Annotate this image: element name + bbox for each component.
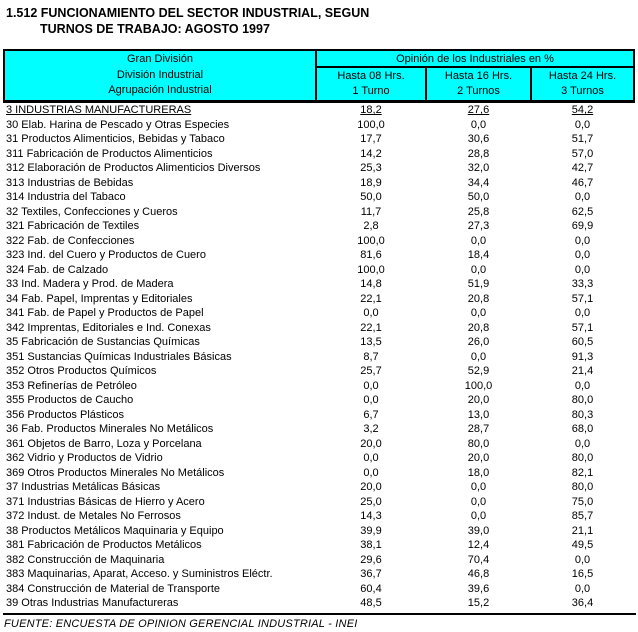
row-value-3-turnos: 54,2 bbox=[571, 104, 594, 116]
row-value-3-turnos: 0,0 bbox=[574, 307, 591, 319]
row-label-cell: 382 Construcción de Maquinaria bbox=[6, 553, 165, 566]
row-label-cell: 3 INDUSTRIAS MANUFACTURERAS bbox=[6, 104, 192, 116]
row-value-2-turnos: 46,8 bbox=[467, 568, 490, 580]
row-value-1-turno: 0,0 bbox=[363, 379, 379, 392]
row-value-1-turno: 20,0 bbox=[360, 481, 382, 493]
row-value-1-turno: 14,2 bbox=[360, 147, 382, 160]
row-value-1-turno: 17,7 bbox=[360, 133, 382, 145]
row-value-1-turno: 38,1 bbox=[360, 539, 382, 551]
row-label-cell: 314 Industria del Tabaco bbox=[6, 191, 126, 203]
table-row bbox=[4, 292, 634, 307]
report-title-line1: 1.512 FUNCIONAMIENTO DEL SECTOR INDUSTRIAL, SEGUN bbox=[6, 6, 370, 20]
row-value-2-turnos: 32,0 bbox=[467, 162, 490, 174]
table-row bbox=[4, 132, 634, 147]
table-row bbox=[4, 582, 634, 597]
row-label-cell: 30 Elab. Harina de Pescado y Otras Especies bbox=[6, 118, 230, 131]
report-title bbox=[0, 0, 638, 37]
row-label-cell: 371 Industrias Básicas de Hierro y Acero bbox=[6, 495, 205, 508]
row-value-3-turnos: 49,5 bbox=[571, 539, 594, 551]
table-row bbox=[4, 509, 634, 524]
row-value-3-turnos: 80,0 bbox=[571, 481, 594, 493]
row-value-3-turnos: 51,7 bbox=[571, 133, 594, 145]
header-division-cell bbox=[4, 50, 316, 102]
row-value-1-turno: 6,7 bbox=[363, 408, 379, 421]
table-row bbox=[4, 321, 634, 336]
row-value-3-turnos: 0,0 bbox=[574, 118, 591, 131]
row-value-1-turno: 22,1 bbox=[360, 321, 382, 334]
row-value-3-turnos: 21,1 bbox=[571, 524, 594, 537]
row-value-2-turnos: 18,0 bbox=[467, 466, 490, 479]
table-row bbox=[4, 393, 634, 408]
row-value-2-turnos: 70,4 bbox=[467, 553, 490, 566]
table-row bbox=[4, 205, 634, 220]
table-row bbox=[4, 248, 634, 263]
table-row bbox=[4, 277, 634, 292]
table-row bbox=[4, 176, 634, 191]
row-label-cell: 37 Industrias Metálicas Básicas bbox=[6, 481, 161, 493]
row-value-1-turno: 14,3 bbox=[360, 510, 382, 522]
table-row bbox=[4, 102, 634, 118]
row-value-1-turno: 20,0 bbox=[360, 437, 382, 450]
row-value-3-turnos: 0,0 bbox=[574, 379, 591, 392]
row-value-2-turnos: 0,0 bbox=[470, 307, 487, 319]
row-value-1-turno: 60,4 bbox=[360, 582, 382, 595]
table-row bbox=[4, 567, 634, 582]
row-label-cell: 35 Fabricación de Sustancias Químicas bbox=[6, 336, 200, 348]
row-value-2-turnos: 13,0 bbox=[467, 408, 490, 421]
table-row bbox=[4, 553, 634, 568]
row-value-2-turnos: 20,0 bbox=[467, 394, 490, 406]
table-row bbox=[4, 437, 634, 452]
table-row bbox=[4, 219, 634, 234]
row-value-1-turno: 0,0 bbox=[363, 466, 379, 479]
row-value-1-turno: 36,7 bbox=[360, 568, 382, 580]
table-row bbox=[4, 364, 634, 379]
row-label-cell: 351 Sustancias Químicas Industriales Básicas bbox=[6, 350, 232, 363]
row-value-2-turnos: 0,0 bbox=[470, 495, 487, 508]
table-row bbox=[4, 147, 634, 162]
row-value-1-turno: 22,1 bbox=[360, 292, 382, 305]
row-value-3-turnos: 0,0 bbox=[574, 234, 591, 247]
row-value-2-turnos: 15,2 bbox=[467, 597, 490, 609]
row-value-2-turnos: 80,0 bbox=[467, 437, 490, 450]
row-value-3-turnos: 16,5 bbox=[571, 568, 594, 580]
row-value-2-turnos: 100,0 bbox=[464, 379, 493, 392]
row-value-3-turnos: 80,0 bbox=[571, 452, 594, 464]
table-row bbox=[4, 306, 634, 321]
row-label-cell: 322 Fab. de Confecciones bbox=[6, 234, 135, 247]
table-row bbox=[4, 335, 634, 350]
row-value-1-turno: 39,9 bbox=[360, 524, 382, 537]
row-value-1-turno: 100,0 bbox=[357, 118, 385, 131]
row-label-cell: 31 Productos Alimenticios, Bebidas y Tabaco bbox=[6, 133, 225, 145]
row-value-2-turnos: 0,0 bbox=[470, 481, 487, 493]
table-header bbox=[4, 50, 634, 102]
row-value-2-turnos: 0,0 bbox=[470, 350, 487, 363]
row-value-3-turnos: 57,0 bbox=[571, 147, 594, 160]
row-label-cell: 355 Productos de Caucho bbox=[6, 394, 134, 406]
row-value-1-turno: 100,0 bbox=[357, 234, 385, 247]
industrial-shifts-table bbox=[3, 49, 635, 611]
row-value-3-turnos: 42,7 bbox=[571, 162, 594, 174]
row-label-cell: 323 Ind. del Cuero y Productos de Cuero bbox=[6, 249, 206, 261]
row-label-cell: 372 Indust. de Metales No Ferrosos bbox=[6, 510, 181, 522]
row-label-cell: 39 Otras Industrias Manufactureras bbox=[6, 597, 179, 609]
header-opinion-title: Opinión de los Industriales en % bbox=[316, 50, 634, 67]
row-value-1-turno: 0,0 bbox=[363, 307, 379, 319]
header-col-2-shift: 2 Turnos bbox=[457, 85, 500, 97]
row-value-2-turnos: 20,8 bbox=[467, 292, 490, 305]
table-row bbox=[4, 422, 634, 437]
row-value-1-turno: 8,7 bbox=[363, 350, 379, 363]
row-value-3-turnos: 0,0 bbox=[574, 437, 591, 450]
row-label-cell: 33 Ind. Madera y Prod. de Madera bbox=[6, 278, 174, 290]
report-title-line2: TURNOS DE TRABAJO: AGOSTO 1997 bbox=[40, 21, 270, 36]
table-row bbox=[4, 263, 634, 278]
table-row bbox=[4, 596, 634, 611]
row-value-3-turnos: 62,5 bbox=[571, 205, 594, 218]
header-col-1-shift: 1 Turno bbox=[352, 85, 390, 97]
header-col-1-hours: Hasta 08 Hrs. bbox=[337, 70, 405, 82]
row-value-3-turnos: 57,1 bbox=[571, 321, 594, 334]
row-value-2-turnos: 28,7 bbox=[467, 423, 490, 435]
table-row bbox=[4, 408, 634, 423]
row-label-cell: 311 Fabricación de Productos Alimenticios bbox=[6, 147, 213, 160]
header-col-2-turnos bbox=[426, 67, 531, 102]
row-value-3-turnos: 33,3 bbox=[571, 278, 594, 290]
header-col-3-shift: 3 Turnos bbox=[561, 85, 604, 97]
row-value-1-turno: 3,2 bbox=[363, 423, 379, 435]
row-value-2-turnos: 0,0 bbox=[470, 510, 487, 522]
row-value-3-turnos: 0,0 bbox=[574, 249, 591, 261]
row-value-3-turnos: 0,0 bbox=[574, 582, 591, 595]
row-value-2-turnos: 39,6 bbox=[467, 582, 490, 595]
row-value-1-turno: 25,0 bbox=[360, 495, 382, 508]
row-value-3-turnos: 36,4 bbox=[571, 597, 594, 609]
row-label-cell: 353 Refinerías de Petróleo bbox=[6, 379, 137, 392]
row-value-3-turnos: 46,7 bbox=[571, 176, 594, 189]
row-value-3-turnos: 80,3 bbox=[571, 408, 594, 421]
row-label-cell: 38 Productos Metálicos Maquinaria y Equipo bbox=[6, 524, 224, 537]
row-value-2-turnos: 0,0 bbox=[470, 234, 487, 247]
row-label-cell: 362 Vidrio y Productos de Vidrio bbox=[6, 452, 163, 464]
row-value-2-turnos: 51,9 bbox=[467, 278, 490, 290]
table-row bbox=[4, 451, 634, 466]
row-value-3-turnos: 0,0 bbox=[574, 191, 591, 203]
table-row bbox=[4, 234, 634, 249]
table-row bbox=[4, 379, 634, 394]
row-label-cell: 313 Industrias de Bebidas bbox=[6, 176, 134, 189]
table-row bbox=[4, 466, 634, 481]
row-value-2-turnos: 27,3 bbox=[467, 220, 490, 232]
table-row bbox=[4, 524, 634, 539]
row-value-1-turno: 25,3 bbox=[360, 162, 382, 174]
row-value-2-turnos: 20,8 bbox=[467, 321, 490, 334]
row-label-cell: 342 Imprentas, Editoriales e Ind. Conexas bbox=[6, 321, 211, 334]
row-label-cell: 324 Fab. de Calzado bbox=[6, 263, 109, 276]
row-value-1-turno: 14,8 bbox=[360, 278, 382, 290]
header-agrupacion-industrial: Agrupación Industrial bbox=[108, 84, 212, 97]
row-value-2-turnos: 50,0 bbox=[467, 191, 490, 203]
table-row bbox=[4, 118, 634, 133]
row-label-cell: 341 Fab. de Papel y Productos de Papel bbox=[6, 307, 204, 319]
row-value-2-turnos: 25,8 bbox=[467, 205, 490, 218]
table-row bbox=[4, 495, 634, 510]
row-label-cell: 321 Fabricación de Textiles bbox=[6, 220, 140, 232]
header-col-1-turno bbox=[316, 67, 426, 102]
row-value-2-turnos: 20,0 bbox=[467, 452, 490, 464]
row-value-3-turnos: 57,1 bbox=[571, 292, 594, 305]
row-value-2-turnos: 26,0 bbox=[467, 336, 490, 348]
row-label-cell: 34 Fab. Papel, Imprentas y Editoriales bbox=[6, 292, 193, 305]
row-value-1-turno: 48,5 bbox=[360, 597, 382, 609]
row-value-3-turnos: 75,0 bbox=[571, 495, 594, 508]
row-value-2-turnos: 30,6 bbox=[467, 133, 490, 145]
table-row bbox=[4, 350, 634, 365]
table-row bbox=[4, 161, 634, 176]
header-col-2-hours: Hasta 16 Hrs. bbox=[444, 70, 513, 82]
row-value-3-turnos: 21,4 bbox=[571, 365, 594, 377]
row-value-1-turno: 18,2 bbox=[360, 104, 382, 116]
row-value-3-turnos: 82,1 bbox=[571, 466, 594, 479]
row-label-cell: 32 Textiles, Confecciones y Cueros bbox=[6, 205, 178, 218]
row-value-1-turno: 18,9 bbox=[360, 176, 382, 189]
row-value-2-turnos: 0,0 bbox=[470, 263, 487, 276]
row-value-3-turnos: 0,0 bbox=[574, 263, 591, 276]
row-value-2-turnos: 12,4 bbox=[467, 539, 490, 551]
table-row bbox=[4, 480, 634, 495]
row-label-cell: 36 Fab. Productos Minerales No Metálicos bbox=[6, 423, 214, 435]
row-value-3-turnos: 60,5 bbox=[571, 336, 594, 348]
row-value-3-turnos: 85,7 bbox=[571, 510, 594, 522]
row-value-1-turno: 25,7 bbox=[360, 365, 382, 377]
row-label-cell: 381 Fabricación de Productos Metálicos bbox=[6, 539, 202, 551]
source-note: FUENTE: ENCUESTA DE OPINION GERENCIAL INDUSTRIAL - INEI bbox=[4, 617, 358, 630]
row-value-3-turnos: 68,0 bbox=[571, 423, 594, 435]
row-label-cell: 352 Otros Productos Químicos bbox=[6, 365, 157, 377]
header-division-industrial: División Industrial bbox=[116, 68, 204, 81]
header-col-3-turnos bbox=[531, 67, 634, 102]
row-value-3-turnos: 0,0 bbox=[574, 553, 591, 566]
row-value-2-turnos: 52,9 bbox=[467, 365, 490, 377]
table-body bbox=[4, 102, 634, 611]
row-label-cell: 383 Maquinarias, Aparat, Acceso. y Suministros Eléctr. bbox=[6, 568, 273, 580]
table-row bbox=[4, 538, 634, 553]
row-label-cell: 384 Construcción de Material de Transporte bbox=[6, 582, 221, 595]
row-value-1-turno: 13,5 bbox=[360, 336, 382, 348]
row-value-1-turno: 11,7 bbox=[360, 205, 382, 218]
row-label-cell: 361 Objetos de Barro, Loza y Porcelana bbox=[6, 437, 202, 450]
row-value-2-turnos: 28,8 bbox=[467, 147, 490, 160]
row-value-1-turno: 2,8 bbox=[363, 220, 379, 232]
row-value-1-turno: 100,0 bbox=[357, 263, 385, 276]
row-value-1-turno: 81,6 bbox=[360, 249, 382, 261]
row-value-1-turno: 50,0 bbox=[360, 191, 382, 203]
row-label-cell: 356 Productos Plásticos bbox=[6, 408, 125, 421]
row-value-1-turno: 0,0 bbox=[363, 452, 379, 464]
row-value-2-turnos: 27,6 bbox=[467, 104, 490, 116]
row-value-1-turno: 0,0 bbox=[363, 394, 379, 406]
row-value-1-turno: 29,6 bbox=[360, 553, 382, 566]
row-value-2-turnos: 0,0 bbox=[470, 118, 487, 131]
row-value-3-turnos: 91,3 bbox=[571, 350, 594, 363]
row-value-2-turnos: 18,4 bbox=[467, 249, 490, 261]
row-value-3-turnos: 69,9 bbox=[571, 220, 594, 232]
row-value-2-turnos: 39,0 bbox=[467, 524, 490, 537]
header-gran-division: Gran División bbox=[126, 53, 194, 66]
row-value-2-turnos: 34,4 bbox=[467, 176, 490, 189]
row-label-cell: 312 Elaboración de Productos Alimenticios Diversos bbox=[6, 162, 261, 174]
table-row bbox=[4, 190, 634, 205]
row-label-cell: 369 Otros Productos Minerales No Metálicos bbox=[6, 466, 225, 479]
row-value-3-turnos: 80,0 bbox=[571, 394, 594, 406]
header-col-3-hours: Hasta 24 Hrs. bbox=[548, 70, 617, 82]
